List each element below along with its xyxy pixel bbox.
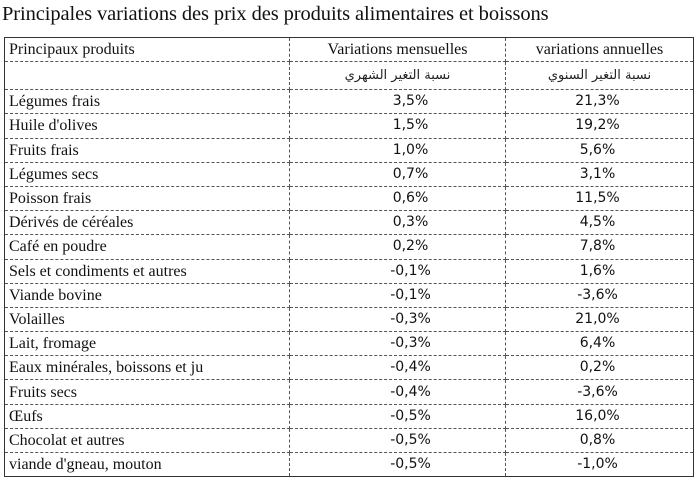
product-cell: Œufs [5, 404, 290, 428]
monthly-cell: -0,4% [290, 380, 506, 404]
monthly-cell: 0,3% [290, 211, 506, 235]
header-row-arabic [5, 62, 694, 90]
annual-cell: 11,5% [506, 186, 694, 210]
header-annual-arabic: نسبة التغير السنوي [506, 62, 694, 90]
product-cell: Légumes secs [5, 162, 290, 186]
table-row [5, 162, 694, 186]
table-row [5, 307, 694, 331]
annual-cell: -3,6% [506, 380, 694, 404]
monthly-cell: 3,5% [290, 90, 506, 114]
table-row [5, 259, 694, 283]
annual-cell: 1,6% [506, 259, 694, 283]
monthly-cell: 1,5% [290, 114, 506, 138]
product-cell: Chocolat et autres [5, 428, 290, 452]
price-variation-table-container [4, 37, 693, 477]
monthly-cell: -0,4% [290, 356, 506, 380]
table-row [5, 138, 694, 162]
monthly-cell: -0,5% [290, 404, 506, 428]
annual-cell: 0,8% [506, 428, 694, 452]
header-product-arabic-empty [5, 62, 290, 90]
monthly-cell: -0,3% [290, 307, 506, 331]
annual-cell: 0,2% [506, 356, 694, 380]
table-row [5, 114, 694, 138]
table-row [5, 186, 694, 210]
page-title: Principales variations des prix des produits alimentaires et boissons [2, 3, 549, 25]
price-variation-table [4, 37, 694, 477]
annual-cell: 16,0% [506, 404, 694, 428]
annual-cell: -1,0% [506, 453, 694, 477]
table-row [5, 404, 694, 428]
annual-cell: 3,1% [506, 162, 694, 186]
monthly-cell: 0,6% [290, 186, 506, 210]
monthly-cell: -0,3% [290, 332, 506, 356]
product-cell: Viande bovine [5, 283, 290, 307]
monthly-cell: -0,5% [290, 453, 506, 477]
annual-cell: 21,0% [506, 307, 694, 331]
header-monthly: Variations mensuelles [290, 38, 506, 62]
monthly-cell: -0,1% [290, 283, 506, 307]
table-body [5, 90, 694, 477]
monthly-cell: 1,0% [290, 138, 506, 162]
annual-cell: 7,8% [506, 235, 694, 259]
product-cell: Sels et condiments et autres [5, 259, 290, 283]
table-row [5, 283, 694, 307]
monthly-cell: 0,2% [290, 235, 506, 259]
monthly-cell: -0,5% [290, 428, 506, 452]
monthly-cell: 0,7% [290, 162, 506, 186]
product-cell: Volailles [5, 307, 290, 331]
header-row [5, 38, 694, 62]
product-cell: Fruits secs [5, 380, 290, 404]
table-row [5, 235, 694, 259]
product-cell: Dérivés de céréales [5, 211, 290, 235]
header-product: Principaux produits [5, 38, 290, 62]
table-row [5, 356, 694, 380]
table-row [5, 453, 694, 477]
product-cell: Lait, fromage [5, 332, 290, 356]
table-row [5, 380, 694, 404]
table-row [5, 90, 694, 114]
product-cell: Huile d'olives [5, 114, 290, 138]
table-row [5, 211, 694, 235]
annual-cell: -3,6% [506, 283, 694, 307]
product-cell: Eaux minérales, boissons et ju [5, 356, 290, 380]
product-cell: viande d'gneau, mouton [5, 453, 290, 477]
header-monthly-arabic: نسبة التغير الشهري [290, 62, 506, 90]
monthly-cell: -0,1% [290, 259, 506, 283]
annual-cell: 4,5% [506, 211, 694, 235]
annual-cell: 6,4% [506, 332, 694, 356]
annual-cell: 19,2% [506, 114, 694, 138]
annual-cell: 21,3% [506, 90, 694, 114]
product-cell: Légumes frais [5, 90, 290, 114]
annual-cell: 5,6% [506, 138, 694, 162]
table-row [5, 332, 694, 356]
table-row [5, 428, 694, 452]
product-cell: Fruits frais [5, 138, 290, 162]
product-cell: Poisson frais [5, 186, 290, 210]
header-annual: variations annuelles [506, 38, 694, 62]
product-cell: Café en poudre [5, 235, 290, 259]
